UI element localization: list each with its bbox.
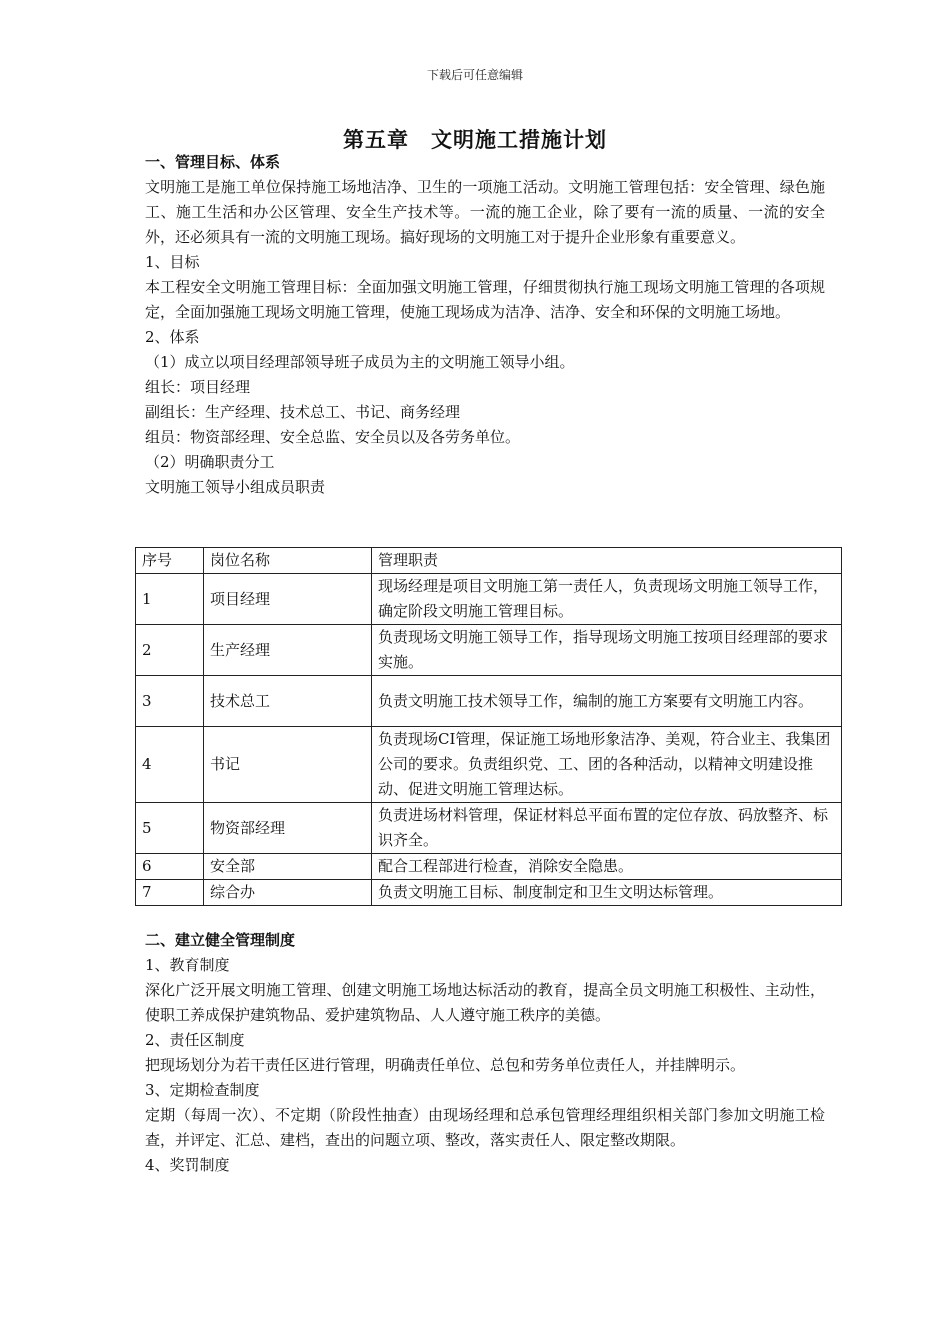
row-post: 综合办 [204,880,372,906]
duty-table [135,547,842,906]
table-caption: 文明施工领导小组成员职责 [145,478,326,496]
row-no: 5 [136,803,204,854]
row-post: 书记 [204,727,372,803]
row-post: 物资部经理 [204,803,372,854]
row-post: 生产经理 [204,625,372,676]
row-post: 安全部 [204,854,372,880]
row-duty: 负责进场材料管理，保证材料总平面布置的定位存放、码放整齐、标识齐全。 [372,803,842,854]
table-row [136,880,842,906]
row-post: 技术总工 [204,676,372,727]
row-no: 4 [136,727,204,803]
system-item-1: （1）成立以项目经理部领导班子成员为主的文明施工领导小组。 [145,353,575,371]
row-duty: 现场经理是项目文明施工第一责任人，负责现场文明施工领导工作，确定阶段文明施工管理目标。 [372,574,842,625]
intro-paragraph: 文明施工是施工单位保持施工场地洁净、卫生的一项施工活动。文明施工管理包括：安全管理、绿色施工、施工生活和办公区管理、安全生产技术等。一流的施工企业，除了要有一流的质量、一流的安全外，还必须具有一流的文明施工现场。搞好现场的文明施工对于提升企业形象有重要意义。 [145,178,825,246]
edu-heading: 1、教育制度 [145,956,230,974]
table-row [136,854,842,880]
resp-paragraph: 把现场划分为若干责任区进行管理，明确责任单位、总包和劳务单位责任人，并挂牌明示。 [145,1056,746,1074]
section-2 [145,928,825,1178]
system-heading: 2、体系 [145,328,200,346]
row-duty: 负责现场CI管理，保证施工场地形象洁净、美观，符合业主、我集团公司的要求。负责组织党、工、团的各种活动，以精神文明建设推动、促进文明施工管理达标。 [372,727,842,803]
row-duty: 负责现场文明施工领导工作，指导现场文明施工按项目经理部的要求实施。 [372,625,842,676]
table-row [136,676,842,727]
table-row [136,727,842,803]
section-1-heading: 一、管理目标、体系 [145,153,281,171]
reward-heading: 4、奖罚制度 [145,1156,230,1174]
row-no: 2 [136,625,204,676]
table-row [136,803,842,854]
row-duty: 负责文明施工技术领导工作，编制的施工方案要有文明施工内容。 [372,676,842,727]
row-duty: 负责文明施工目标、制度制定和卫生文明达标管理。 [372,880,842,906]
table-header-row [136,548,842,574]
row-no: 1 [136,574,204,625]
header-post: 岗位名称 [204,548,372,574]
row-no: 7 [136,880,204,906]
goal-heading: 1、目标 [145,253,200,271]
edu-paragraph: 深化广泛开展文明施工管理、创建文明施工场地达标活动的教育，提高全员文明施工积极性、主动性，使职工养成保护建筑物品、爱护建筑物品、人人遵守施工秩序的美德。 [145,981,825,1024]
chapter-title: 第五章 文明施工措施计划 [343,127,607,152]
leader-line: 组长：项目经理 [145,378,251,396]
goal-paragraph: 本工程安全文明施工管理目标：全面加强文明施工管理，仔细贯彻执行施工现场文明施工管理的各项规定，全面加强施工现场文明施工管理，使施工现场成为洁净、洁净、安全和环保的文明施工场地。 [145,278,825,321]
section-2-heading: 二、建立健全管理制度 [145,931,296,949]
page-header-note: 下载后可任意编辑 [426,68,523,82]
header-duty: 管理职责 [372,548,842,574]
row-no: 3 [136,676,204,727]
check-heading: 3、定期检查制度 [145,1081,260,1099]
deputy-line: 副组长：生产经理、技术总工、书记、商务经理 [145,403,461,421]
members-line: 组员：物资部经理、安全总监、安全员以及各劳务单位。 [145,428,521,446]
section-1 [145,150,825,500]
table-row [136,625,842,676]
resp-heading: 2、责任区制度 [145,1031,245,1049]
header-no: 序号 [136,548,204,574]
check-paragraph: 定期（每周一次）、不定期（阶段性抽查）由现场经理和总承包管理经理组织相关部门参加文明施工检查，并评定、汇总、建档，查出的问题立项、整改，落实责任人、限定整改期限。 [145,1106,825,1149]
table-row [136,574,842,625]
row-no: 6 [136,854,204,880]
system-item-2: （2）明确职责分工 [145,453,275,471]
row-duty: 配合工程部进行检查，消除安全隐患。 [372,854,842,880]
row-post: 项目经理 [204,574,372,625]
